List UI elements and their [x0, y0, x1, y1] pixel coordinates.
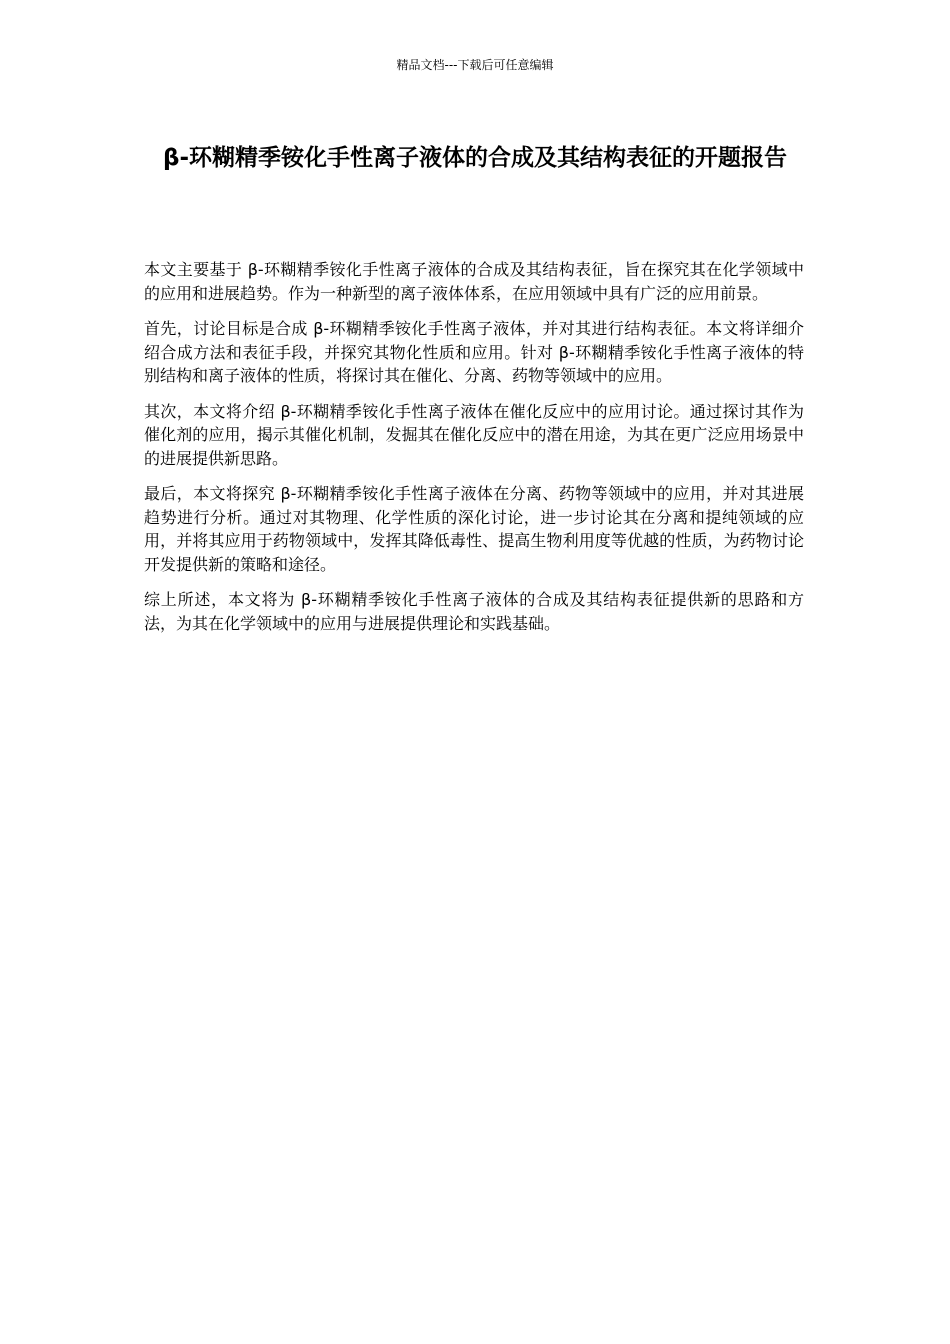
paragraph-intro: 本文主要基于 β-环糊精季铵化手性离子液体的合成及其结构表征，旨在探究其在化学领域中的应用和进展趋势。作为一种新型的离子液体体系，在应用领域中具有广泛的应用前景。	[144, 260, 804, 303]
paragraph-second: 其次，本文将介绍 β-环糊精季铵化手性离子液体在催化反应中的应用讨论。通过探讨其作为催化剂的应用，揭示其催化机制，发掘其在催化反应中的潜在用途，为其在更广泛应用场景中的进展提供新思路。	[144, 401, 804, 468]
paragraph-summary: 综上所述，本文将为 β-环糊精季铵化手性离子液体的合成及其结构表征提供新的思路和方法，为其在化学领域中的应用与进展提供理论和实践基础。	[144, 590, 804, 633]
header-note: 精品文档---下载后可任意编辑	[396, 58, 554, 72]
paragraph-last: 最后，本文将探究 β-环糊精季铵化手性离子液体在分离、药物等领域中的应用，并对其进展趋势进行分析。通过对其物理、化学性质的深化讨论，进一步讨论其在分离和提纯领域的应用，并将其应用于药物领域中，发挥其降低毒性、提高生物利用度等优越的性质，为药物讨论开发提供新的策略和途径。	[144, 484, 804, 574]
paragraph-first: 首先，讨论目标是合成 β-环糊精季铵化手性离子液体，并对其进行结构表征。本文将详细介绍合成方法和表征手段，并探究其物化性质和应用。针对 β-环糊精季铵化手性离子液体的特别结构和离子液体的性质，将探讨其在催化、分离、药物等领域中的应用。	[144, 319, 804, 385]
document-title: β-环糊精季铵化手性离子液体的合成及其结构表征的开题报告	[162, 145, 787, 171]
document-body	[144, 258, 804, 647]
